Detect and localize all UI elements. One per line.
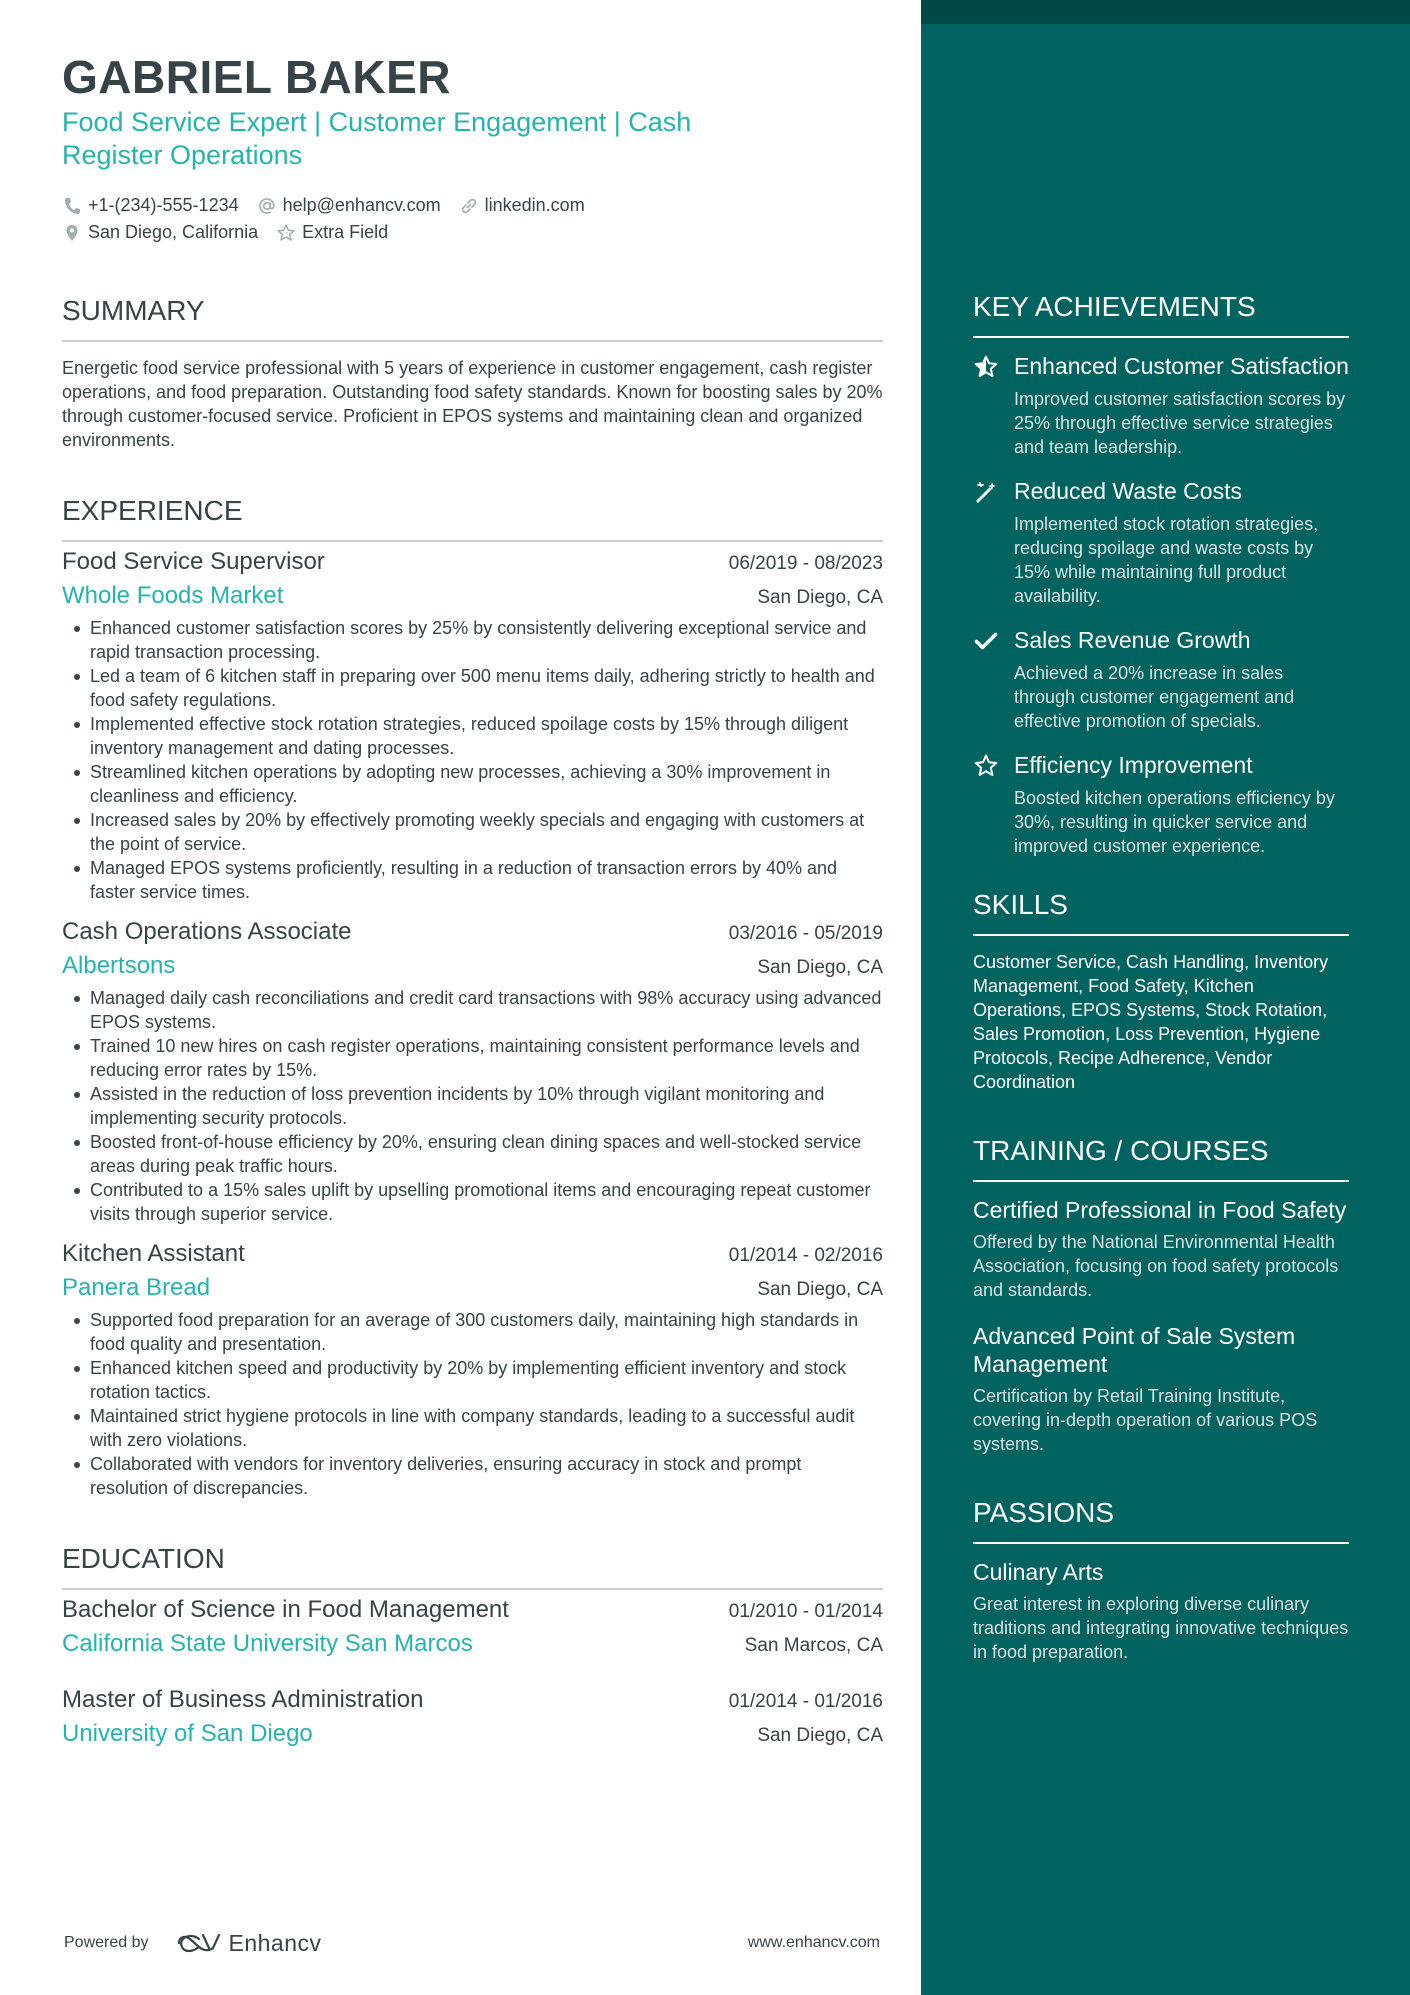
- achievement-item: [973, 352, 1349, 459]
- bullet-item: Managed daily cash reconciliations and credit card transactions with 98% accuracy using advanced EPOS systems.: [62, 986, 883, 1034]
- experience-heading: EXPERIENCE: [62, 495, 243, 526]
- passions-section: [973, 1496, 1349, 1664]
- job-bullets: [62, 616, 883, 904]
- summary-heading: SUMMARY: [62, 295, 205, 326]
- course-desc: Offered by the National Environmental Health Association, focusing on food safety protocols and standards.: [973, 1232, 1339, 1300]
- contact-extra: [276, 222, 388, 243]
- bullet-item: Contributed to a 15% sales uplift by upselling promotional items and encouraging repeat customer visits through superior service.: [62, 1178, 883, 1226]
- bullet-item: Streamlined kitchen operations by adopting new processes, achieving a 30% improvement in cleanliness and efficiency.: [62, 760, 883, 808]
- contact-email[interactable]: [257, 195, 441, 216]
- job-bullets: [62, 986, 883, 1226]
- education-section: [62, 1542, 883, 1754]
- bullet-item: Enhanced kitchen speed and productivity by 20% by implementing efficient inventory and stock rotation tactics.: [62, 1356, 883, 1404]
- bullet-item: Enhanced customer satisfaction scores by 25% by consistently delivering exceptional service and rapid transaction processing.: [62, 616, 883, 664]
- bullet-item: Increased sales by 20% by effectively promoting weekly specials and engaging with customers at the point of service.: [62, 808, 883, 856]
- training-section: [973, 1134, 1349, 1456]
- course-desc: Certification by Retail Training Institute, covering in-depth operation of various POS systems.: [973, 1386, 1318, 1454]
- achievement-desc: Implemented stock rotation strategies, reducing spoilage and waste costs by 15% while maintaining full product availability.: [1014, 514, 1319, 606]
- achievement-item: [973, 626, 1349, 733]
- contact-phone[interactable]: [62, 195, 239, 216]
- achievement-title: Sales Revenue Growth: [1014, 627, 1251, 653]
- education-location: San Diego, CA: [757, 1725, 883, 1746]
- contact-linkedin[interactable]: [459, 195, 585, 216]
- achievements-section: [973, 290, 1349, 858]
- skills-section: [973, 888, 1349, 1094]
- bullet-item: Led a team of 6 kitchen staff in preparing over 500 menu items daily, adhering strictly to health and food safety regulations.: [62, 664, 883, 712]
- phone-text: +1-(234)-555-1234: [88, 195, 239, 215]
- website-link[interactable]: www.enhancv.com: [747, 1934, 880, 1951]
- school: California State University San Marcos: [62, 1630, 473, 1657]
- education-dates: 01/2014 - 01/2016: [728, 1691, 883, 1712]
- footer: [64, 1928, 880, 1958]
- achievement-desc: Achieved a 20% increase in sales through customer engagement and effective promotion of specials.: [1014, 663, 1295, 731]
- phone-icon: [62, 196, 82, 216]
- brand-name: Enhancv: [228, 1929, 322, 1956]
- experience-item: [62, 918, 883, 1226]
- location-text: San Diego, California: [88, 222, 259, 242]
- infinity-logo-icon: [175, 1930, 223, 1956]
- passion-item: [973, 1558, 1349, 1664]
- achievement-item: [973, 477, 1349, 608]
- education-dates: 01/2010 - 01/2014: [728, 1601, 883, 1622]
- sidebar-top-band: [921, 0, 1410, 24]
- enhancv-logo[interactable]: [175, 1930, 322, 1957]
- school: University of San Diego: [62, 1720, 313, 1747]
- location-pin-icon: [62, 223, 82, 243]
- job-dates: 01/2014 - 02/2016: [728, 1245, 883, 1266]
- degree: Bachelor of Science in Food Management: [62, 1596, 509, 1623]
- job-role: Food Service Supervisor: [62, 548, 325, 575]
- course-item: [973, 1322, 1349, 1456]
- powered-by-label: Powered by: [64, 1934, 149, 1951]
- job-location: San Diego, CA: [757, 587, 883, 608]
- job-location: San Diego, CA: [757, 957, 883, 978]
- contact-location: [62, 222, 258, 243]
- experience-item: [62, 1240, 883, 1500]
- course-item: [973, 1196, 1349, 1302]
- job-dates: 03/2016 - 05/2019: [728, 923, 883, 944]
- divider: [973, 336, 1349, 338]
- bullet-item: Trained 10 new hires on cash register operations, maintaining consistent performance levels and reducing error rates by 15%.: [62, 1034, 883, 1082]
- achievements-heading: KEY ACHIEVEMENTS: [973, 291, 1256, 322]
- job-company: Whole Foods Market: [62, 582, 284, 609]
- magic-wand-icon: [973, 479, 999, 505]
- course-title: Certified Professional in Food Safety: [973, 1197, 1347, 1223]
- skills-heading: SKILLS: [973, 889, 1068, 920]
- candidate-title: Food Service Expert | Customer Engagement | Cash Register Operations: [62, 107, 692, 170]
- at-icon: [257, 196, 277, 216]
- star-outline-icon: [276, 223, 296, 243]
- achievement-desc: Boosted kitchen operations efficiency by 30%, resulting in quicker service and improved customer experience.: [1014, 788, 1335, 856]
- extra-text: Extra Field: [302, 222, 389, 242]
- education-location: San Marcos, CA: [744, 1635, 883, 1656]
- education-heading: EDUCATION: [62, 1543, 225, 1574]
- job-role: Cash Operations Associate: [62, 918, 352, 945]
- bullet-item: Managed EPOS systems proficiently, resulting in a reduction of transaction errors by 40% and faster service times.: [62, 856, 883, 904]
- achievement-title: Reduced Waste Costs: [1014, 478, 1242, 504]
- divider: [62, 340, 883, 342]
- bullet-item: Boosted front-of-house efficiency by 20%, ensuring clean dining spaces and well-stocked service areas during peak traffic hours.: [62, 1130, 883, 1178]
- candidate-name: GABRIEL BAKER: [62, 51, 452, 103]
- education-item: [62, 1686, 883, 1754]
- job-role: Kitchen Assistant: [62, 1240, 245, 1267]
- degree: Master of Business Administration: [62, 1686, 424, 1713]
- experience-item: [62, 548, 883, 904]
- job-company: Panera Bread: [62, 1274, 211, 1301]
- skills-list: Customer Service, Cash Handling, Inventory Management, Food Safety, Kitchen Operations, EPOS Systems, Stock Rotation, Sales Promotion, Loss Prevention, Hygiene Protocols, Recipe Adherence, Vendor Coordination: [973, 952, 1329, 1092]
- job-bullets: [62, 1308, 883, 1500]
- contact-info: [62, 192, 882, 246]
- sidebar: [921, 0, 1410, 1995]
- divider: [62, 1588, 883, 1590]
- job-dates: 06/2019 - 08/2023: [728, 553, 883, 574]
- bullet-item: Collaborated with vendors for inventory deliveries, ensuring accuracy in stock and prompt resolution of discrepancies.: [62, 1452, 883, 1500]
- linkedin-text: linkedin.com: [484, 195, 585, 215]
- bullet-item: Assisted in the reduction of loss prevention incidents by 10% through vigilant monitoring and implementing security protocols.: [62, 1082, 883, 1130]
- course-title: Advanced Point of Sale System Management: [973, 1323, 1296, 1377]
- summary-text: Energetic food service professional with 5 years of experience in customer engagement, cash register operations, and food preparation. Outstanding food safety standards. Known for boosting sales by 20% through customer-focused service. Proficient in EPOS systems and maintaining clean and organized environments.: [62, 358, 883, 450]
- link-icon: [459, 196, 479, 216]
- divider: [973, 934, 1349, 936]
- divider: [62, 540, 883, 542]
- bullet-item: Supported food preparation for an average of 300 customers daily, maintaining high standards in food quality and presentation.: [62, 1308, 883, 1356]
- job-company: Albertsons: [62, 952, 176, 979]
- job-location: San Diego, CA: [757, 1279, 883, 1300]
- divider: [973, 1542, 1349, 1544]
- achievement-title: Efficiency Improvement: [1014, 752, 1253, 778]
- achievement-title: Enhanced Customer Satisfaction: [1014, 353, 1349, 379]
- email-text: help@enhancv.com: [282, 195, 441, 215]
- achievement-item: [973, 751, 1349, 858]
- education-item: [62, 1596, 883, 1664]
- experience-section: [62, 494, 883, 1500]
- summary-section: [62, 294, 883, 452]
- training-heading: TRAINING / COURSES: [973, 1135, 1269, 1166]
- passion-title: Culinary Arts: [973, 1559, 1104, 1585]
- star-half-icon: [973, 354, 999, 380]
- bullet-item: Implemented effective stock rotation strategies, reduced spoilage costs by 15% through diligent inventory management and dating processes.: [62, 712, 883, 760]
- star-outline-icon: [973, 753, 999, 779]
- passions-heading: PASSIONS: [973, 1497, 1115, 1528]
- divider: [973, 1180, 1349, 1182]
- passion-desc: Great interest in exploring diverse culinary traditions and integrating innovative techniques in food preparation.: [973, 1594, 1349, 1662]
- bullet-item: Maintained strict hygiene protocols in line with company standards, leading to a successful audit with zero violations.: [62, 1404, 883, 1452]
- achievement-desc: Improved customer satisfaction scores by 25% through effective service strategies and team leadership.: [1014, 389, 1346, 457]
- check-icon: [973, 628, 999, 654]
